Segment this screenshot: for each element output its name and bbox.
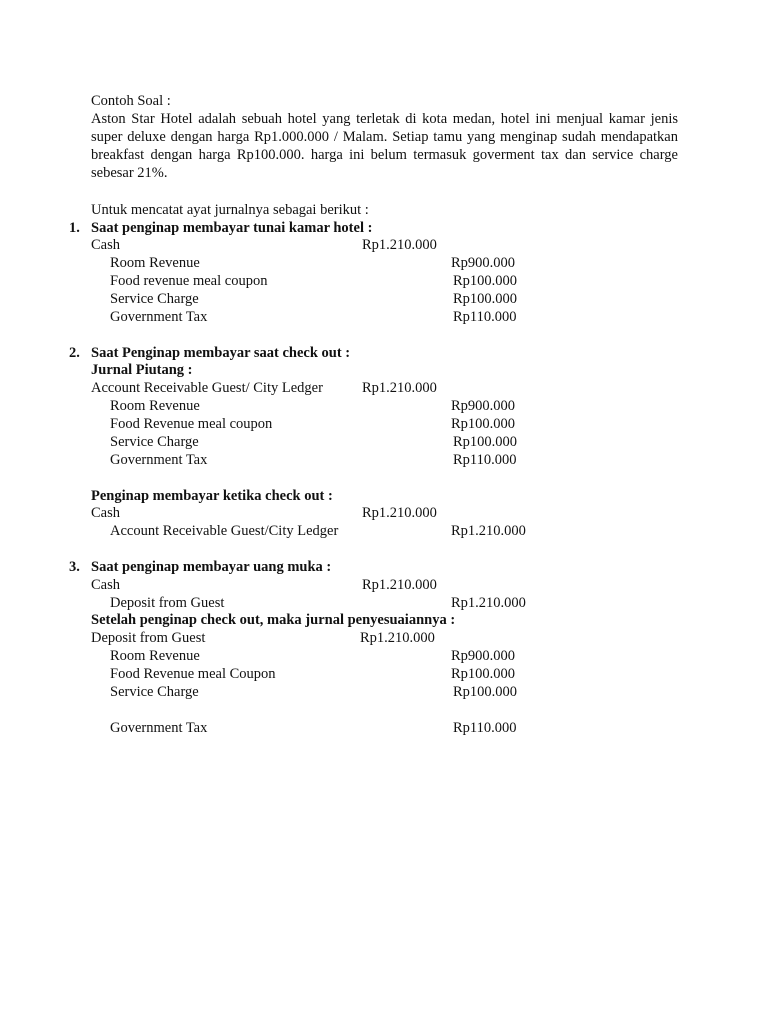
case2-debit-amount: Rp1.210.000 [362,380,437,396]
case2-credit-amount: Rp110.000 [453,452,517,468]
case1-credit-account: Service Charge [110,291,199,307]
case1-credit-account: Government Tax [110,309,208,325]
case3-credit-amount: Rp100.000 [453,684,518,700]
case1-debit-account: Cash [91,237,120,253]
case2-title: Saat Penginap membayar saat check out : [91,345,351,361]
case2-checkout-debit-amount: Rp1.210.000 [362,505,437,521]
case3-adjust-debit-amount: Rp1.210.000 [360,630,435,646]
case2-credit-account: Food Revenue meal coupon [110,416,273,432]
case2-checkout-title: Penginap membayar ketika check out : [91,488,333,504]
case2-number: 2. [69,345,80,361]
case1-title: Saat penginap membayar tunai kamar hotel : [91,220,373,236]
case1-credit-amount: Rp100.000 [453,273,518,289]
case1-credit-amount: Rp110.000 [453,309,517,325]
case3-number: 3. [69,559,80,575]
case2-credit-account: Government Tax [110,452,208,468]
case3-credit-amount: Rp110.000 [453,720,517,736]
case2-credit-amount: Rp100.000 [453,434,518,450]
case1-credit-account: Food revenue meal coupon [110,273,268,289]
case1-credit-amount: Rp100.000 [453,291,518,307]
intro-heading: Contoh Soal : [91,93,171,109]
case2-credit-account: Room Revenue [110,398,200,414]
case1-debit-amount: Rp1.210.000 [362,237,437,253]
case3-debit-amount: Rp1.210.000 [362,577,437,593]
case2-credit-amount: Rp900.000 [451,398,516,414]
case3-credit-account: Food Revenue meal Coupon [110,666,276,682]
case3-credit-account: Service Charge [110,684,199,700]
intro-lead: Untuk mencatat ayat jurnalnya sebagai berikut : [91,202,369,218]
case3-credit-amount: Rp900.000 [451,648,516,664]
case1-credit-amount: Rp900.000 [451,255,516,271]
case3-debit-account: Cash [91,577,120,593]
case2-subtitle: Jurnal Piutang : [91,362,193,378]
case1-number: 1. [69,220,80,236]
case2-credit-amount: Rp100.000 [451,416,516,432]
case1-credit-account: Room Revenue [110,255,200,271]
case3-credit-amount: Rp100.000 [451,666,516,682]
intro-paragraph: Aston Star Hotel adalah sebuah hotel yang terletak di kota medan, hotel ini menjual kamar jenis super deluxe dengan harga Rp1.000.000 / Malam. Setiap tamu yang menginap sudah mendapatkan breakfast dengan harga Rp100.000. harga ini belum termasuk goverment tax dan service charge sebesar 21%. [91,111,678,181]
case3-title: Saat penginap membayar uang muka : [91,559,332,575]
case3-credit-account: Deposit from Guest [110,595,225,611]
case2-checkout-credit-amount: Rp1.210.000 [451,523,526,539]
case3-adjust-debit-account: Deposit from Guest [91,630,206,646]
case3-credit-account: Room Revenue [110,648,200,664]
case2-credit-account: Service Charge [110,434,199,450]
case2-checkout-debit-account: Cash [91,505,120,521]
case3-credit-amount: Rp1.210.000 [451,595,526,611]
case2-debit-account: Account Receivable Guest/ City Ledger [91,380,323,396]
case3-credit-account: Government Tax [110,720,208,736]
case2-checkout-credit-account: Account Receivable Guest/City Ledger [110,523,339,539]
case3-adjust-title: Setelah penginap check out, maka jurnal penyesuaiannya : [91,612,456,628]
